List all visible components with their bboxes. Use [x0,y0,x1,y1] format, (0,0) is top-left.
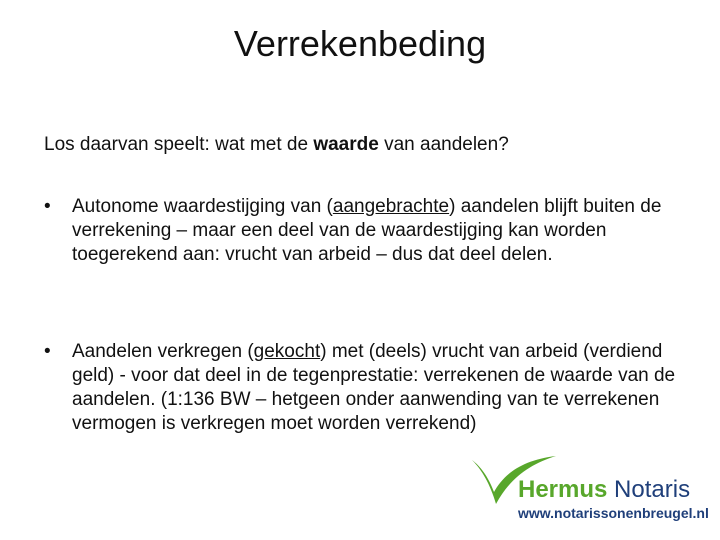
intro-text-before: Los daarvan speelt: wat met de [44,134,314,155]
bullet-marker: • [44,341,51,362]
bullet-marker: • [44,196,51,217]
brand-name [518,476,690,504]
bullet-text-before: Autonome waardestijging van ( [72,196,333,217]
bullet-underlined-word: gekocht [253,341,321,362]
brand-notaris: Notaris [614,476,691,503]
bullet-text-before: Aandelen verkregen ( [72,341,254,362]
bullet-underlined-word: aangebrachte [332,196,450,217]
slide-title: Verrekenbeding [233,23,487,64]
intro-bold-word: waarde [313,134,379,155]
bullet-text-after: ) aandelen blijft buiten de verrekening – maar een deel van de waardestijging kan worden toegerekend aan: vrucht van arbeid – dus dat deel delen. [72,196,662,265]
brand-hermus: Hermus [518,476,608,503]
intro-question [44,133,684,157]
bullet-text-after: ) met (deels) vrucht van arbeid (verdiend geld) - voor dat deel in de tegenprestatie: verrekenen de waarde van de aandelen. (1:136 BW – hetgeen onder aanwending van te verrekenen vermogen is verkregen moet worden verrekend) [72,341,676,434]
intro-text-after: van aandelen? [378,134,509,155]
bullet-item [44,340,684,436]
website-url: www.notarissonenbreugel.nl [518,505,709,521]
hermus-notaris-logo [470,452,710,532]
bullet-item [44,195,684,267]
